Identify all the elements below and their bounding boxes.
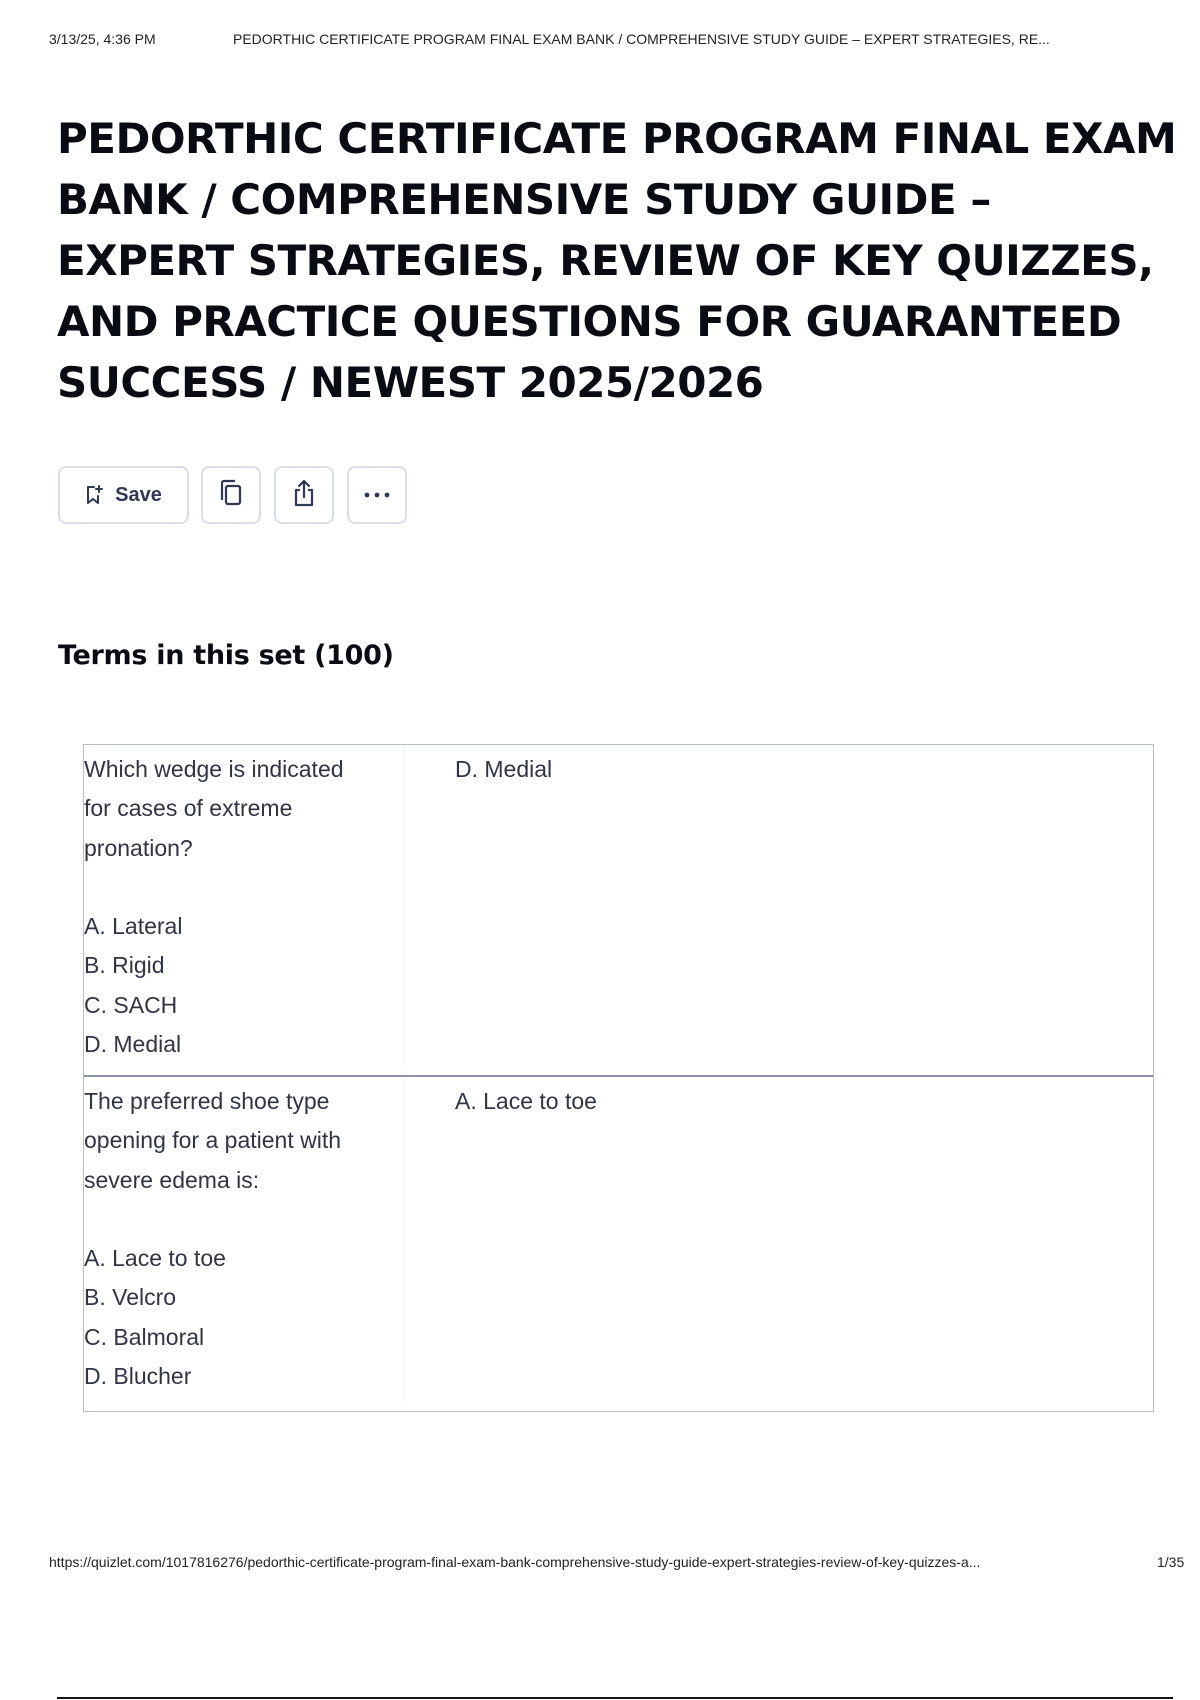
page-title: PEDORTHIC CERTIFICATE PROGRAM FINAL EXAM BANK / COMPREHENSIVE STUDY GUIDE – EXPERT STRATEGIES, REVIEW OF KEY QUIZZES, AND PRACTICE QUESTIONS FOR GUARANTEED SUCCESS / NEWEST 2025/2026: [57, 114, 1177, 407]
print-url: https://quizlet.com/1017816276/pedorthic-certificate-program-final-exam-bank-comprehensive-study-guide-expert-strategies-review-of-key-quizzes-a...: [49, 1554, 981, 1570]
share-button[interactable]: [274, 466, 334, 524]
term-answer: D. Medial: [455, 756, 553, 782]
print-datetime: 3/13/25, 4:36 PM: [49, 31, 156, 47]
bookmark-add-icon: [85, 485, 103, 505]
copy-icon: [217, 478, 245, 513]
save-button-label: Save: [115, 483, 162, 506]
term-question: The preferred shoe type opening for a patient with severe edema is: A. Lace to toe B. Velcro C. Balmoral D. Blucher: [84, 1077, 404, 1401]
save-button[interactable]: [58, 466, 189, 524]
term-question: Which wedge is indicated for cases of extreme pronation? A. Lateral B. Rigid C. SACH D. Medial: [84, 745, 404, 1065]
term-row: [84, 1075, 1153, 1411]
more-icon: [362, 486, 392, 504]
more-options-button[interactable]: [347, 466, 407, 524]
print-page-title: PEDORTHIC CERTIFICATE PROGRAM FINAL EXAM BANK / COMPREHENSIVE STUDY GUIDE – EXPERT STRATEGIES, RE...: [233, 31, 1050, 47]
term-row: [84, 745, 1153, 1075]
terms-heading: Terms in this set (100): [58, 640, 394, 671]
copy-button[interactable]: [201, 466, 261, 524]
page-divider: [57, 1697, 1173, 1699]
share-icon: [290, 478, 318, 513]
term-answer: A. Lace to toe: [455, 1088, 597, 1114]
terms-table: [83, 744, 1154, 1412]
page-number: 1/35: [1157, 1554, 1185, 1570]
